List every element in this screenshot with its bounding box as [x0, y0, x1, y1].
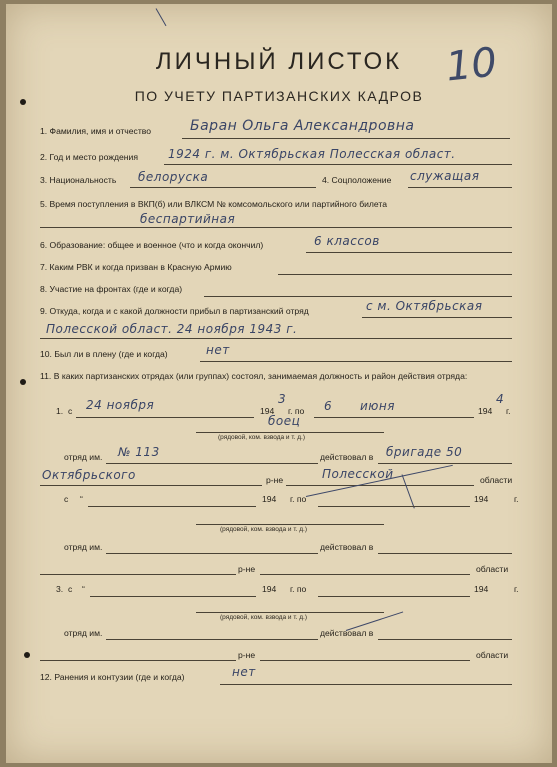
field-7-line [278, 274, 512, 275]
block2-region-line [260, 574, 470, 575]
punch-hole-mark [24, 652, 30, 658]
field-10-line [200, 361, 512, 362]
block3-quote: “ [82, 584, 85, 594]
block2-district-line [40, 574, 236, 575]
block1-year-b: 4 [496, 392, 505, 406]
field-8-line [204, 296, 512, 297]
block3-acted-label: действовал в [320, 628, 374, 638]
block2-region-label: области [476, 564, 509, 574]
block2-position-hint: (рядовой, ком. взвода и т. д.) [220, 526, 307, 533]
handwritten-page-number: 10 [443, 39, 500, 91]
block1-acted-line [378, 463, 512, 464]
field-4-value: служащая [410, 169, 480, 183]
field-1-value: Баран Ольга Александровна [190, 118, 415, 134]
block2-position-line [196, 524, 384, 525]
block3-unit-label: отряд им. [64, 628, 103, 638]
pen-stroke [156, 8, 167, 26]
block2-from-line [88, 506, 256, 507]
field-6-label: 6. Образование: общее и военное (что и когда окончил) [40, 240, 264, 250]
block1-to-word: г. по [288, 406, 305, 416]
field-12-line [220, 684, 512, 685]
field-6-line [306, 252, 512, 253]
block2-quote: “ [80, 494, 83, 504]
field-4-label: 4. Соцположение [322, 175, 392, 185]
block2-unit-label: отряд им. [64, 542, 103, 552]
block3-year-prefix-a: 194 [262, 584, 277, 594]
block1-region-label: области [480, 475, 513, 485]
field-10-label: 10. Был ли в плену (где и когда) [40, 349, 168, 359]
field-12-value: нет [232, 665, 256, 679]
block3-to-line [318, 596, 470, 597]
block1-from-prefix: с [68, 406, 73, 416]
field-3-value: белоруска [138, 170, 209, 184]
field-3-label: 3. Национальность [40, 175, 117, 185]
block1-to-month: июня [360, 399, 395, 413]
block1-position-line [196, 432, 384, 433]
block1-region-value: Полесской [322, 467, 394, 481]
block1-position: боец [268, 414, 301, 428]
field-10-value: нет [206, 343, 230, 357]
block2-year-suffix: г. [514, 494, 519, 504]
field-9-line-b [40, 338, 512, 339]
block1-acted-value: бригаде 50 [386, 445, 463, 459]
field-5-line [40, 227, 512, 228]
block1-to-line [314, 417, 474, 418]
block3-from-line [90, 596, 256, 597]
pen-strike-stroke [402, 474, 415, 508]
pen-strike-stroke [346, 611, 403, 630]
field-1-label: 1. Фамилия, имя и отчество [40, 126, 152, 136]
field-12-label: 12. Ранения и контузии (где и когда) [40, 672, 185, 682]
block1-district-value: Октябрьского [42, 468, 136, 482]
field-7-label: 7. Каким РВК и когда призван в Красную Армию [40, 262, 232, 272]
block1-district-line [40, 485, 262, 486]
block1-unit-label: отряд им. [64, 452, 103, 462]
punch-hole-mark [20, 379, 26, 385]
block1-year-a: 3 [278, 392, 287, 406]
field-8-label: 8. Участие на фронтах (где и когда) [40, 284, 183, 294]
block3-unit-line [106, 639, 318, 640]
block1-unit-value: № 113 [118, 445, 160, 459]
document-sheet [6, 4, 552, 763]
punch-hole-mark [20, 99, 26, 105]
block2-to-line [318, 506, 470, 507]
block1-number: 1. [56, 406, 64, 416]
block3-region-label: области [476, 650, 509, 660]
field-2-label: 2. Год и место рождения [40, 152, 139, 162]
field-4-line [408, 187, 512, 188]
block3-to-word: г. по [290, 584, 307, 594]
field-5-value: беспартийная [140, 212, 236, 226]
block3-position-hint: (рядовой, ком. взвода и т. д.) [220, 614, 307, 621]
block2-district-label: р-не [238, 564, 256, 574]
field-2-value: 1924 г. м. Октябрьская Полесская област. [168, 147, 456, 161]
block2-to-word: г. по [290, 494, 307, 504]
block2-year-prefix-b: 194 [474, 494, 489, 504]
block2-unit-line [106, 553, 318, 554]
block2-from-prefix: с [64, 494, 69, 504]
field-3-line [130, 187, 316, 188]
field-1-line [182, 138, 510, 139]
block3-year-prefix-b: 194 [474, 584, 489, 594]
block3-acted-line [378, 639, 512, 640]
field-5-label: 5. Время поступления в ВКП(б) или ВЛКСМ № комсомольского или партийного билета [40, 199, 388, 209]
block1-unit-line [106, 463, 318, 464]
field-2-line [164, 164, 512, 165]
document-subtitle: ПО УЧЕТУ ПАРТИЗАНСКИХ КАДРОВ [134, 88, 424, 104]
field-9-value-a: с м. Октябрьская [366, 299, 483, 313]
block3-from-prefix: с [68, 584, 73, 594]
field-6-value: 6 классов [314, 234, 380, 248]
block1-year-prefix-a: 194 [260, 406, 275, 416]
block1-district-label: р-не [266, 475, 284, 485]
document-title: ЛИЧНЫЙ ЛИСТОК [155, 48, 403, 75]
block2-acted-line [378, 553, 512, 554]
block1-year-prefix-b: 194 [478, 406, 493, 416]
block1-from-date: 24 ноября [86, 398, 155, 412]
block3-district-line [40, 660, 236, 661]
block3-year-suffix: г. [514, 584, 519, 594]
field-9-value-b: Полесской област. 24 ноября 1943 г. [46, 322, 298, 336]
block3-position-line [196, 612, 384, 613]
block1-acted-label: действовал в [320, 452, 374, 462]
block3-number: 3. [56, 584, 64, 594]
block1-position-hint: (рядовой, ком. взвода и т. д.) [218, 434, 305, 441]
block1-year-suffix: г. [506, 406, 511, 416]
field-9-label: 9. Откуда, когда и с какой должности прибыл в партизанский отряд [40, 306, 309, 316]
field-9-line-a [362, 317, 512, 318]
block1-from-line [76, 417, 254, 418]
block1-region-line [286, 485, 474, 486]
block3-district-label: р-не [238, 650, 256, 660]
block3-region-line [260, 660, 470, 661]
field-11-label: 11. В каких партизанских отрядах (или группах) состоял, занимаемая должность и район действия отряда: [40, 371, 468, 381]
block2-year-prefix-a: 194 [262, 494, 277, 504]
block1-to-day: 6 [324, 399, 333, 413]
block2-acted-label: действовал в [320, 542, 374, 552]
